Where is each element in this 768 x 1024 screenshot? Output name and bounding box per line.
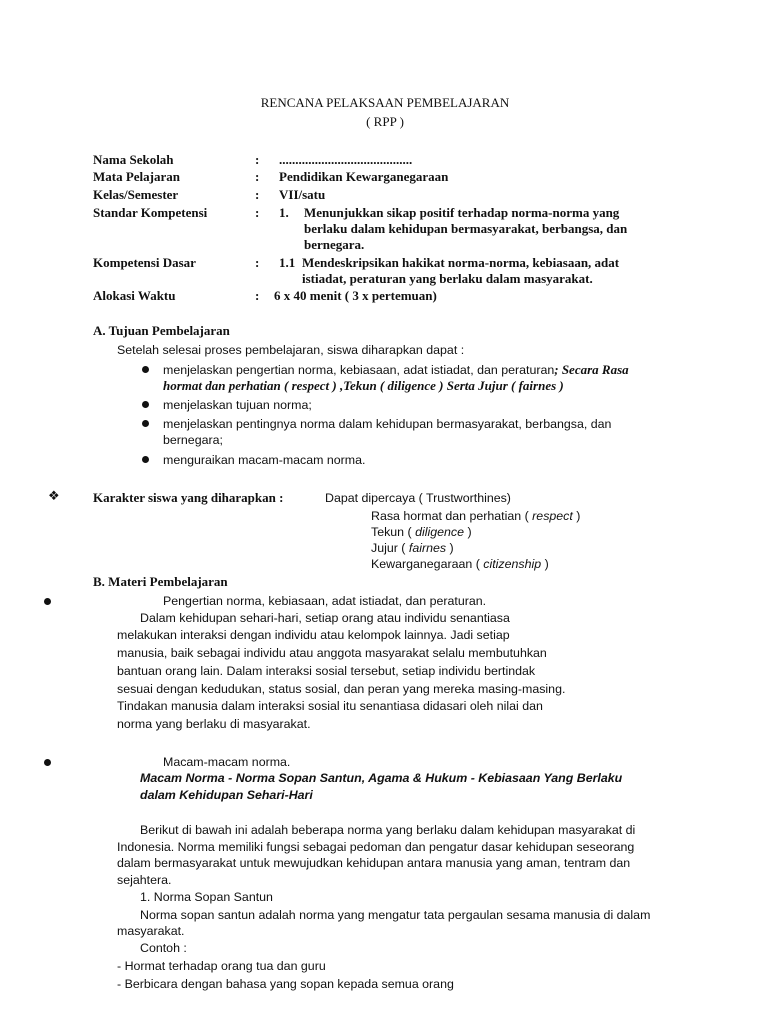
colon: : <box>255 169 260 184</box>
objective-item-continuation: hormat dan perhatian ( respect ) ,Tekun ( diligence ) Serta Jujur ( fairnes ) <box>163 378 564 393</box>
objective-item: menjelaskan pentingnya norma dalam kehidupan bermasyarakat, berbangsa, dan <box>163 417 612 431</box>
objective-item: menjelaskan pengertian norma, kebiasaan, adat istiadat, dan peraturan; Secara Rasa <box>163 362 629 377</box>
colon: : <box>255 205 260 220</box>
document-title: RENCANA PELAKSAAN PEMBELAJARAN <box>260 95 510 110</box>
karakter-item: Rasa hormat dan perhatian ( respect ) <box>371 509 581 523</box>
document-subtitle: ( RPP ) <box>366 114 404 129</box>
colon: : <box>255 187 260 202</box>
materi-subheading: Macam Norma - Norma Sopan Santun, Agama & Hukum - Kebiasaan Yang Berlaku <box>140 771 623 785</box>
label-mata-pelajaran: Mata Pelajaran <box>93 169 181 184</box>
objective-item-continuation: bernegara; <box>163 433 223 447</box>
contoh-label: Contoh : <box>140 941 187 955</box>
standar-kompetensi-line: bernegara. <box>304 237 365 252</box>
karakter-label: Karakter siswa yang diharapkan : <box>93 490 284 505</box>
bullet-icon <box>142 456 149 463</box>
colon: : <box>255 152 260 167</box>
materi-bullet-title: Pengertian norma, kebiasaan, adat istiadat, dan peraturan. <box>163 594 487 608</box>
label-kompetensi-dasar: Kompetensi Dasar <box>93 255 196 270</box>
norma-sopan-santun-heading: 1. Norma Sopan Santun <box>140 890 273 904</box>
value-alokasi-waktu: 6 x 40 menit ( 3 x pertemuan) <box>274 288 437 303</box>
section-a-heading: A. Tujuan Pembelajaran <box>93 323 230 338</box>
karakter-item: Dapat dipercaya ( Trustworthines) <box>325 491 511 505</box>
value-kelas-semester: VII/satu <box>279 187 326 202</box>
bullet-icon <box>142 420 149 427</box>
label-kelas-semester: Kelas/Semester <box>93 187 179 202</box>
karakter-item: Kewarganegaraan ( citizenship ) <box>371 557 549 571</box>
colon: : <box>255 288 260 303</box>
bullet-icon <box>142 366 149 373</box>
materi-bullet-title: Macam-macam norma. <box>163 755 291 769</box>
standar-kompetensi-line: berlaku dalam kehidupan bermasyarakat, berbangsa, dan <box>304 221 628 236</box>
kompetensi-dasar-line: istiadat, peraturan yang berlaku dalam masyarakat. <box>302 271 593 286</box>
example-item: - Berbicara dengan bahasa yang sopan kepada semua orang <box>117 977 454 991</box>
bullet-icon <box>44 598 51 605</box>
value-nama-sekolah: ......................................... <box>279 152 413 167</box>
objective-item: menguraikan macam-macam norma. <box>163 453 366 467</box>
label-alokasi-waktu: Alokasi Waktu <box>93 288 176 303</box>
section-b-heading: B. Materi Pembelajaran <box>93 574 228 589</box>
standar-kompetensi-line: Menunjukkan sikap positif terhadap norma-norma yang <box>304 205 620 220</box>
label-nama-sekolah: Nama Sekolah <box>93 152 174 167</box>
materi-subheading: dalam Kehidupan Sehari-Hari <box>140 788 313 802</box>
colon: : <box>255 255 260 270</box>
kompetensi-dasar-number: 1.1 <box>279 255 296 270</box>
karakter-item: Jujur ( fairnes ) <box>371 541 454 555</box>
label-standar-kompetensi: Standar Kompetensi <box>93 205 208 220</box>
objective-item: menjelaskan tujuan norma; <box>163 398 312 412</box>
example-item: - Hormat terhadap orang tua dan guru <box>117 959 326 973</box>
karakter-item: Tekun ( diligence ) <box>371 525 472 539</box>
document-page: RENCANA PELAKSAAN PEMBELAJARAN ( RPP ) Nama Sekolah : ......................................... Mata Pelajaran : Pendidikan Kewarganegaraan Kelas/Semester : VII/satu Standar Kompetensi : 1. Menunjukkan sikap positif terhadap norma-norma yang berlaku dalam kehidupan bermasyarakat, berbangsa, dan bernegara. Kompetensi Dasar : 1.1 Mendeskripsikan hakikat norma-norma, kebiasaan, adat istiadat, peraturan yang berlaku dalam masyarakat. Alokasi Waktu : 6 x 40 menit ( 3 x pertemuan) A. Tujuan Pembelajaran Setelah selesai proses pembelajaran, siswa diharapkan dapat : menjelaskan pengertian norma, kebiasaan, adat istiadat, dan peraturan; Secara Rasa hormat dan perhatian ( respect ) ,Tekun ( diligence ) Serta Jujur ( fairnes ) menjelaskan tujuan norma; menjelaskan pentingnya norma dalam kehidupan bermasyarakat, berbangsa, dan bernegara; menguraikan macam-macam norma. ❖ Karakter siswa yang diharapkan : Dapat dipercaya ( Trustworthines) Rasa hormat dan perhatian ( respect ) Tekun ( diligence ) Jujur ( fairnes ) Kewarganegaraan ( citizenship ) B. Materi Pembelajaran Pengertian norma, kebiasaan, adat istiadat, dan peraturan. Dalam kehidupan sehari-hari, setiap orang atau individu senantiasa melakukan interaksi dengan individu atau kelompok lainnya. Jadi setiap manusia, baik sebagai individu atau anggota masyarakat selalu membutuhkan bantuan orang lain. Dalam interaksi sosial tersebut, setiap individu bertindak sesuai dengan kedudukan, status sosial, dan peran yang mereka masing-masing. Tindakan manusia dalam interaksi sosial itu senantiasa didasari oleh nilai dan norma yang berlaku di masyarakat. Macam-macam norma. Macam Norma - Norma Sopan Santun, Agama & Hukum - Kebiasaan Yang Berlaku dalam Kehidupan Sehari-Hari Berikut di bawah ini adalah beberapa norma yang berlaku dalam kehidupan masyarakat di Indonesia. Norma memiliki fungsi sebagai pedoman dan pengatur dasar kehidupan seseorang dalam bermasyarakat untuk mewujudkan kehidupan antara manusia yang aman, tentram dan sejahtera. 1. Norma Sopan Santun Norma sopan santun adalah norma yang mengatur tata pergaulan sesama manusia di dalam masyarakat. Contoh : - Hormat terhadap orang tua dan guru - Berbicara dengan bahasa yang sopan kepada semua orang <box>0 0 768 1024</box>
section-a-intro: Setelah selesai proses pembelajaran, siswa diharapkan dapat : <box>117 343 465 357</box>
standar-kompetensi-number: 1. <box>279 205 289 220</box>
kompetensi-dasar-line: Mendeskripsikan hakikat norma-norma, kebiasaan, adat <box>302 255 620 270</box>
bullet-icon <box>142 401 149 408</box>
value-mata-pelajaran: Pendidikan Kewarganegaraan <box>279 169 449 184</box>
diamond-bullet-icon: ❖ <box>48 489 60 504</box>
bullet-icon <box>44 759 51 766</box>
